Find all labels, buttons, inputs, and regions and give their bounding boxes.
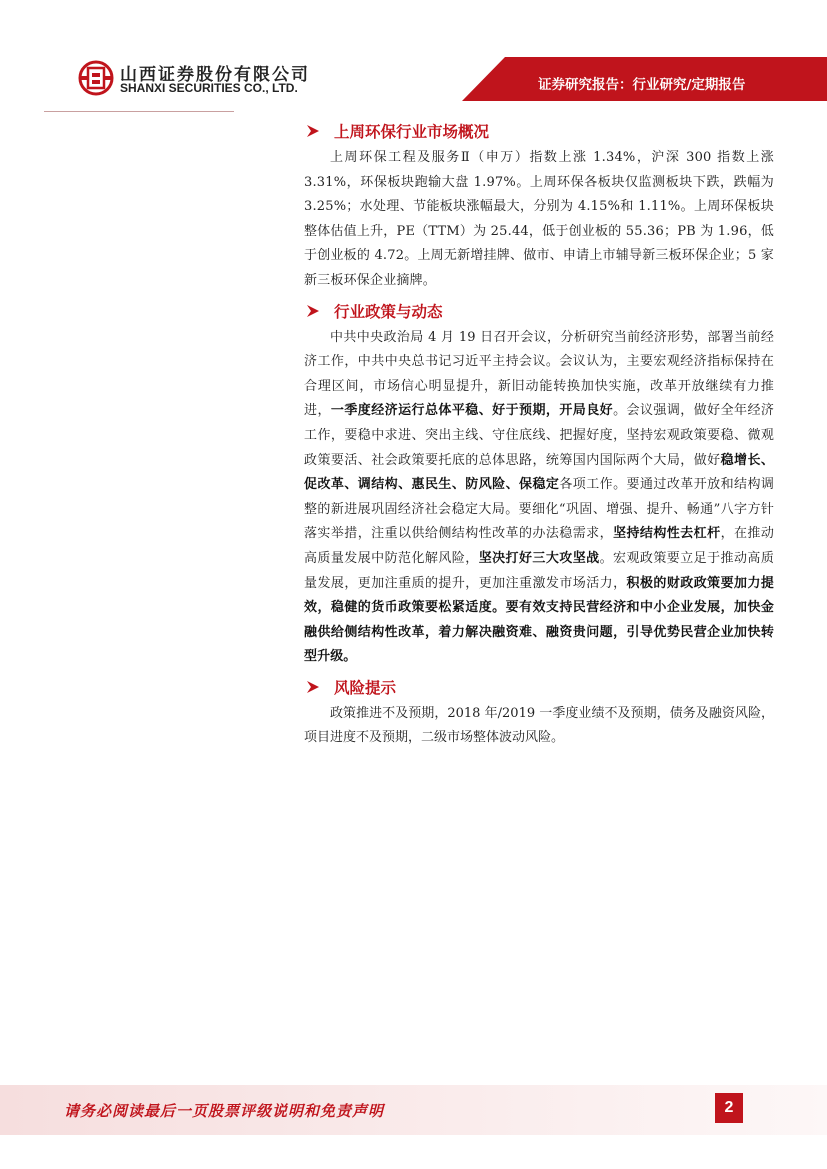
section-market-overview — [304, 118, 774, 294]
section-title: 风险提示 — [334, 678, 397, 697]
section-paragraph — [304, 326, 774, 670]
page-header — [0, 0, 827, 112]
text-run: 。宏观政策要立足于推动高质量发展，更加注重质的提升，更加注重激发市场活力， — [304, 550, 774, 591]
emphasis-run: 坚持结构性去杠杆 — [613, 526, 721, 542]
emphasis-run: 一季度经济运行总体平稳、好于预期，开局良好 — [330, 403, 614, 419]
header-divider — [44, 111, 234, 112]
arrow-bullet-icon — [306, 124, 320, 138]
report-type-label: 证券研究报告：行业研究/定期报告 — [538, 77, 746, 93]
emphasis-run: 坚决打好三大攻坚战 — [478, 550, 600, 566]
text-run: 各项工作。要通过改革开放和结构调整的新进展巩固经济社会稳定大局。要细化“巩固、增强、提升、畅通”八字方针落实举措，注重以供给侧结构性改革的办法稳需求， — [304, 477, 774, 542]
company-name-en: SHANXI SECURITIES CO., LTD. — [120, 81, 298, 95]
company-logo-icon — [78, 60, 114, 96]
company-name-cn: 山西证券股份有限公司 — [120, 65, 310, 85]
text-run: ，在推动高质量发展中防范化解风险， — [304, 526, 774, 566]
header-band — [0, 0, 827, 112]
text-run: 中共中央政治局 4 月 19 日召开会议，分析研究当前经济形势，部署当前经济工作，中共中央总书记习近平主持会议。会议认为，主要宏观经济指标保持在合理区间，市场信心明显提升，新旧动能转换加快实施，改革开放继续有力推进， — [304, 329, 774, 419]
section-heading — [304, 118, 774, 144]
report-content — [304, 118, 774, 755]
section-paragraph: 上周环保工程及服务Ⅱ（申万）指数上涨 1.34%，沪深 300 指数上涨 3.31%，环保板块跑输大盘 1.97%。上周环保各板块仅监测板块下跌，跌幅为 3.25%；水处理、节能板块涨幅最大，分别为 4.15%和 1.11%。上周环保板块整体估值上升，PE（TTM）为 25.44，低于创业板的 55.36；PB 为 1.96，低于创业板的 4.72。上周无新增挂牌、做市、申请上市辅导新三板环保企业；5 家新三板环保企业摘牌。 — [304, 150, 774, 288]
section-policy-news — [304, 298, 774, 670]
text-run: 。会议强调，做好全年经济工作，要稳中求进、突出主线、守住底线、把握好度，坚持宏观政策要稳、微观政策要活、社会政策要托底的总体思路，统筹国内国际两个大局，做好 — [304, 403, 775, 468]
section-heading — [304, 298, 774, 324]
section-risk-warning — [304, 674, 774, 751]
section-title: 上周环保行业市场概况 — [334, 123, 490, 141]
emphasis-run: 稳增长、促改革、调结构、惠民生、防风险、保稳定 — [304, 452, 774, 493]
section-heading — [304, 674, 774, 700]
page-number: 2 — [715, 1093, 743, 1123]
arrow-bullet-icon — [306, 304, 320, 318]
arrow-bullet-icon — [306, 680, 320, 694]
disclaimer-notice: 请务必阅读最后一页股票评级说明和免责声明 — [64, 1102, 385, 1120]
emphasis-run: 积极的财政政策要加力提效，稳健的货币政策要松紧适度。要有效支持民营经济和中小企业发展，加快金融供给侧结构性改革，着力解决融资难、融资贵问题，引导优势民营企业加快转型升级。 — [304, 575, 774, 665]
section-paragraph: 政策推进不及预期，2018 年/2019 一季度业绩不及预期，债务及融资风险，项目进度不及预期，二级市场整体波动风险。 — [304, 705, 774, 746]
section-title: 行业政策与动态 — [334, 302, 443, 321]
